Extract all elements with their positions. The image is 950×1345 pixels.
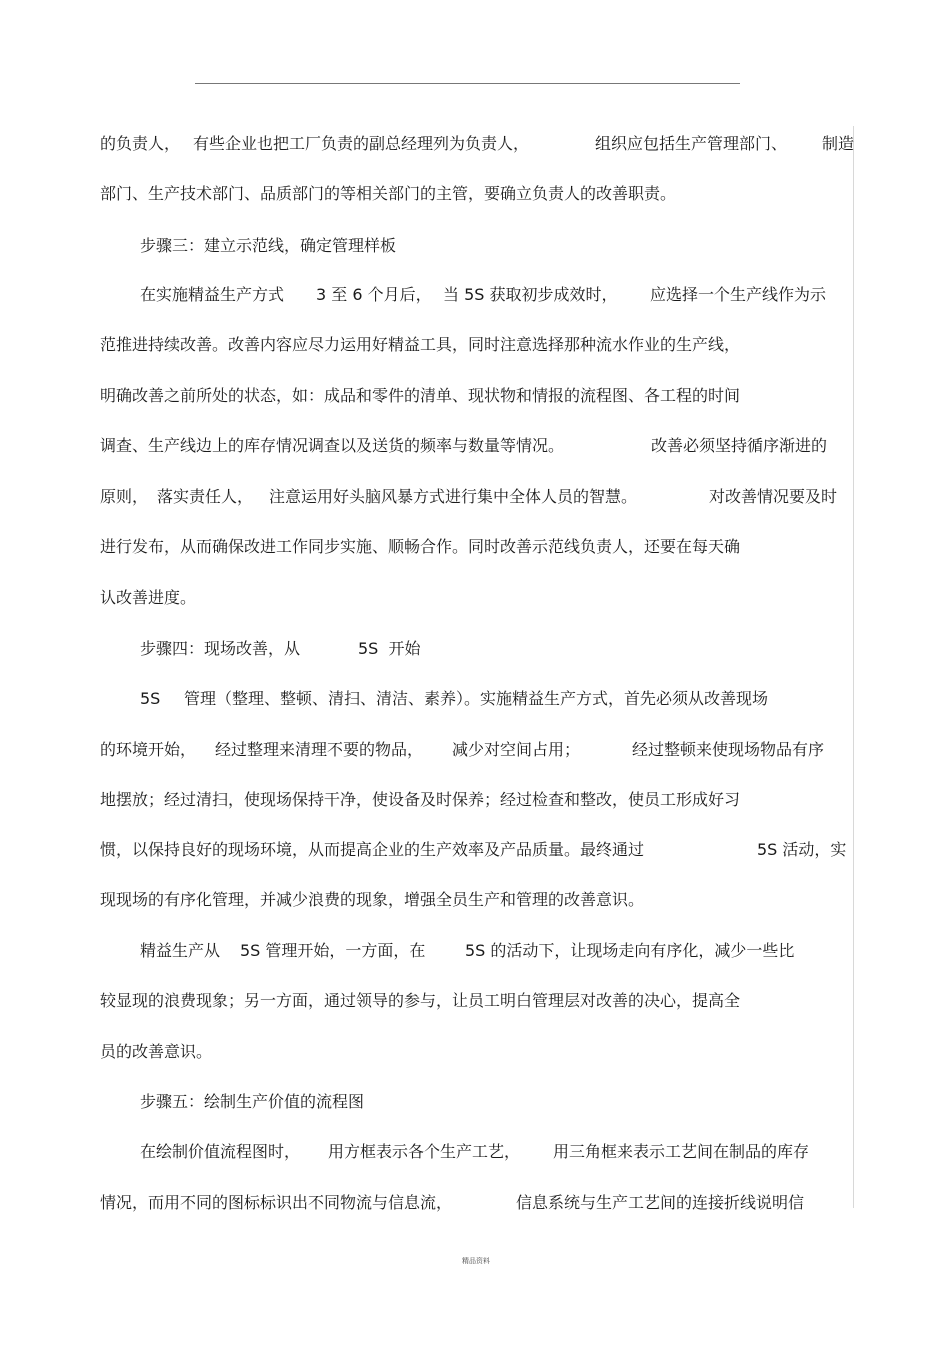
text-segment: 落实责任人， <box>157 487 254 506</box>
text-segment: 现现场的有序化管理，并减少浪费的现象，增强全员生产和管理的改善意识。 <box>100 890 645 909</box>
text-segment: 进行发布，从而确保改进工作同步实施、顺畅合作。同时改善示范线负责人，还要在每天确 <box>100 537 741 556</box>
text-segment: 减少对空间占用； <box>452 740 581 759</box>
text-segment: 5S 的活动下，让现场走向有序化，减少一些比 <box>465 941 795 960</box>
text-segment: 的负责人， <box>100 134 181 153</box>
text-segment: 步骤四：现场改善，从 <box>140 639 301 658</box>
text-segment: 步骤五：绘制生产价值的流程图 <box>140 1092 365 1111</box>
text-segment: 员的改善意识。 <box>100 1042 213 1061</box>
text-segment: 注意运用好头脑风暴方式进行集中全体人员的智慧。 <box>269 487 638 506</box>
text-segment: 的环境开始， <box>100 740 197 759</box>
page-footer: 精品资料 <box>462 1257 490 1265</box>
text-segment: 用三角框来表示工艺间在制品的库存 <box>553 1142 810 1161</box>
text-segment: 对改善情况要及时 <box>709 487 838 506</box>
text-segment: 5S <box>140 689 161 708</box>
text-segment: 较显现的浪费现象；另一方面，通过领导的参与，让员工明白管理层对改善的决心，提高全 <box>100 991 741 1010</box>
text-segment: 明确改善之前所处的状态，如：成品和零件的清单、现状物和情报的流程图、各工程的时间 <box>100 386 741 405</box>
text-segment: 认改善进度。 <box>100 588 197 607</box>
text-segment: 管理（整理、整顿、清扫、清洁、素养）。实施精益生产方式，首先必须从改善现场 <box>184 689 769 708</box>
text-segment: 应选择一个生产线作为示 <box>650 285 827 304</box>
text-segment: 信息系统与生产工艺间的连接折线说明信 <box>516 1193 805 1212</box>
text-segment: 部门、生产技术部门、品质部门的等相关部门的主管，要确立负责人的改善职责。 <box>100 184 677 203</box>
text-segment: 在绘制价值流程图时， <box>140 1142 301 1161</box>
text-segment: 精益生产从 <box>140 941 221 960</box>
header-rule <box>195 83 740 84</box>
text-segment: 当 5S 获取初步成效时， <box>443 285 618 304</box>
text-segment: 5S 开始 <box>358 639 421 658</box>
text-segment: 范推进持续改善。改善内容应尽力运用好精益工具，同时注意选择那种流水作业的生产线， <box>100 335 741 354</box>
text-segment: 5S 活动，实 <box>757 840 847 859</box>
text-segment: 制造 <box>822 134 855 153</box>
text-segment: 3 至 6 个月后， <box>316 285 432 304</box>
text-segment: 在实施精益生产方式 <box>140 285 285 304</box>
text-segment: 惯，以保持良好的现场环境，从而提高企业的生产效率及产品质量。最终通过 <box>100 840 645 859</box>
text-segment: 5S 管理开始，一方面，在 <box>240 941 426 960</box>
margin-rule <box>853 126 854 1208</box>
text-segment: 调查、生产线边上的库存情况调查以及送货的频率与数量等情况。 <box>100 436 565 455</box>
text-segment: 步骤三：建立示范线，确定管理样板 <box>140 236 397 255</box>
text-segment: 有些企业也把工厂负责的副总经理列为负责人， <box>193 134 530 153</box>
text-segment: 改善必须坚持循序渐进的 <box>651 436 828 455</box>
text-segment: 情况，而用不同的图标标识出不同物流与信息流， <box>100 1193 453 1212</box>
text-segment: 原则， <box>100 487 149 506</box>
text-segment: 用方框表示各个生产工艺， <box>328 1142 521 1161</box>
text-segment: 地摆放；经过清扫，使现场保持干净，使设备及时保养；经过检查和整改，使员工形成好习 <box>100 790 741 809</box>
text-segment: 经过整理来清理不要的物品， <box>215 740 424 759</box>
text-segment: 经过整顿来使现场物品有序 <box>632 740 825 759</box>
text-segment: 组织应包括生产管理部门、 <box>595 134 788 153</box>
